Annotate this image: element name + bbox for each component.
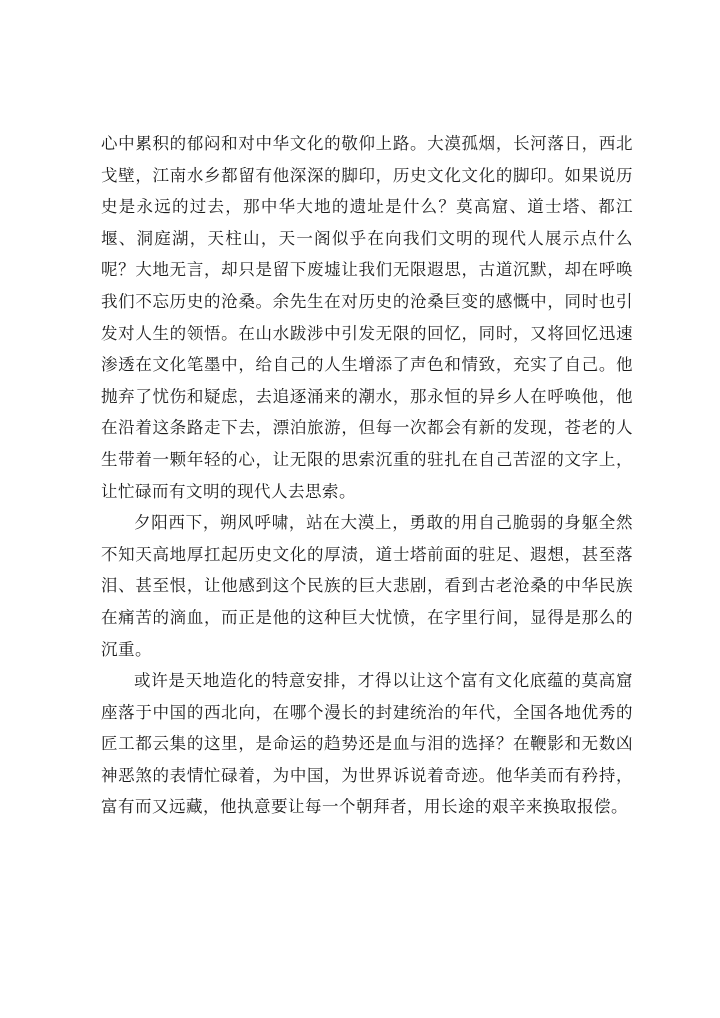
paragraph-2: 夕阳西下，朔风呼啸，站在大漠上，勇敢的用自己脆弱的身躯全然不知天高地厚扛起历史文化的厚渍，道士塔前面的驻足、遐想，甚至落泪、甚至恨，让他感到这个民族的巨大悲剧，看到古老沧桑的中华民族在痛苦的滴血，而正是他的这种巨大忧愤，在字里行间，显得是那么的沉重。 xyxy=(101,513,633,659)
paragraph-1: 心中累积的郁闷和对中华文化的敬仰上路。大漠孤烟，长河落日，西北戈壁，江南水乡都留有他深深的脚印，历史文化文化的脚印。如果说历史是永远的过去，那中华大地的遗址是什么？莫高窟、道士塔、都江堰、洞庭湖，天柱山，天一阁似乎在向我们文明的现代人展示点什么呢？大地无言，却只是留下废墟让我们无限遐思，古道沉默，却在呼唤我们不忘历史的沧桑。余先生在对历史的沧桑巨变的感慨中，同时也引发对人生的领悟。在山水跋涉中引发无限的回忆，同时，又将回忆迅速渗透在文化笔墨中，给自己的人生增添了声色和情致，充实了自己。他抛弃了忧伤和疑虑，去追逐涌来的潮水，那永恒的异乡人在呼唤他，他在沿着这条路走下去，漂泊旅游，但每一次都会有新的发现，苍老的人生带着一颗年轻的心，让无限的思索沉重的驻扎在自己苦涩的文字上，让忙碌而有文明的现代人去思索。 xyxy=(101,134,633,501)
paragraph-3: 或许是天地造化的特意安排，才得以让这个富有文化底蕴的莫高窟座落于中国的西北向，在哪个漫长的封建统治的年代，全国各地优秀的匠工都云集的这里，是命运的趋势还是血与泪的选择？在鞭影和无数凶神恶煞的表情忙碌着，为中国，为世界诉说着奇迹。他华美而有矜持，富有而又远藏，他执意要让每一个朝拜者，用长途的艰辛来换取报偿。 xyxy=(101,671,633,817)
document-body xyxy=(101,128,633,823)
